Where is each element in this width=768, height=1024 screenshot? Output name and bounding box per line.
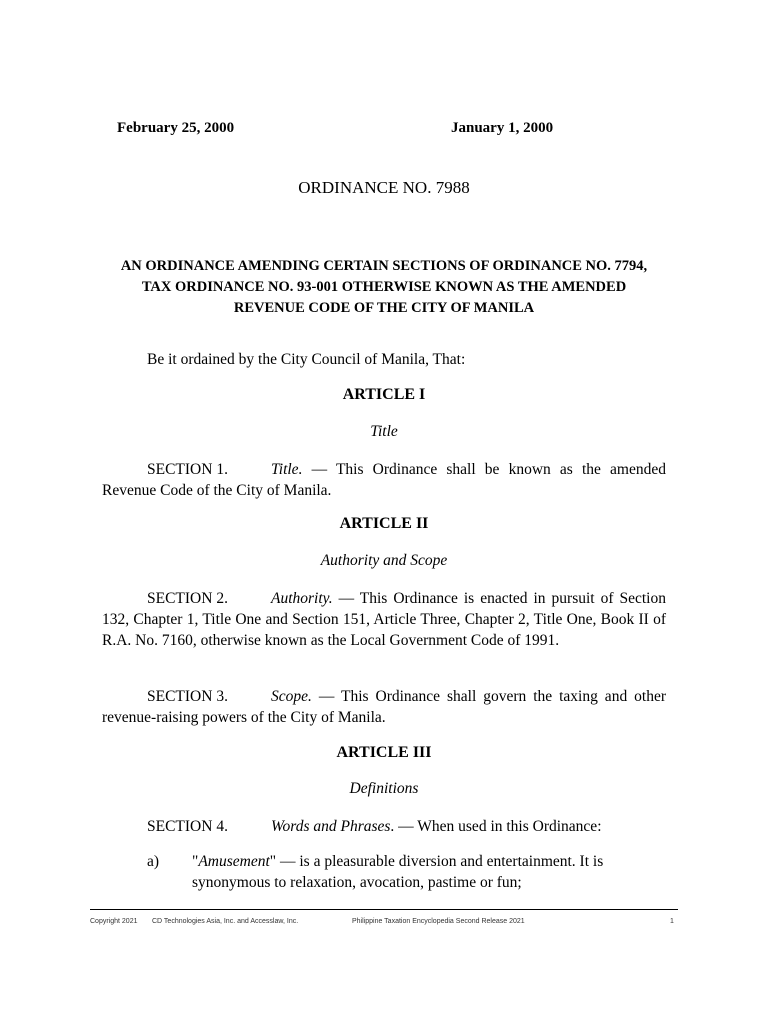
article-1-subtitle: Title <box>370 423 398 440</box>
effectivity-date: January 1, 2000 <box>451 120 554 136</box>
quote-mark: " <box>192 853 199 870</box>
section-text: — This Ordinance shall govern the taxing and other revenue-raising powers of the City of Manila. <box>102 688 666 726</box>
article-2-subtitle: Authority and Scope <box>320 552 448 569</box>
section-name: Words and Phrases <box>271 818 391 835</box>
section-3 <box>102 686 666 728</box>
section-4 <box>102 816 666 837</box>
section-1 <box>102 459 666 501</box>
article-1-title: ARTICLE I <box>342 386 426 403</box>
definition-text: — is a pleasurable diversion and entertainment. It is synonymous to relaxation, avocation, pastime or fun; <box>192 853 604 891</box>
enactment-date: February 25, 2000 <box>117 120 235 136</box>
heading-line: TAX ORDINANCE NO. 93-001 OTHERWISE KNOWN AS THE AMENDED <box>141 279 627 295</box>
defined-term: Amusement <box>198 853 270 870</box>
section-label: SECTION 4. <box>147 818 228 835</box>
article-3-title: ARTICLE III <box>336 744 432 761</box>
footer-collection: Philippine Taxation Encyclopedia Second Release 2021 <box>352 918 525 925</box>
section-name: Scope. <box>271 688 312 705</box>
quote-mark: " <box>269 853 277 870</box>
heading-line: AN ORDINANCE AMENDING CERTAIN SECTIONS OF ORDINANCE NO. 7794, <box>120 258 648 274</box>
item-letter: a) <box>147 853 160 870</box>
article-2-title: ARTICLE II <box>339 515 429 532</box>
section-label: SECTION 2. <box>147 590 228 607</box>
section-label: SECTION 1. <box>147 461 228 478</box>
ordinance-number: ORDINANCE NO. 7988 <box>298 178 470 197</box>
section-2 <box>102 588 666 651</box>
ordinance-heading <box>95 256 673 319</box>
footer-publisher: CD Technologies Asia, Inc. and Accesslaw, Inc. <box>152 918 299 925</box>
heading-line: REVENUE CODE OF THE CITY OF MANILA <box>233 300 535 316</box>
section-text: — This Ordinance shall be known as the amended Revenue Code of the City of Manila. <box>102 461 666 499</box>
section-name: Authority. <box>271 590 333 607</box>
footer-copyright: Copyright 2021 <box>90 918 138 925</box>
section-label: SECTION 3. <box>147 688 228 705</box>
enacting-clause: Be it ordained by the City Council of Manila, That: <box>147 351 466 368</box>
footer-divider <box>90 909 678 910</box>
section-text: — This Ordinance is enacted in pursuit of Section 132, Chapter 1, Title One and Section 151, Article Three, Chapter 2, Title One, Book II of R.A. No. 7160, otherwise known as the Local Government Code of 1991. <box>102 590 666 649</box>
footer-page-number: 1 <box>670 918 674 925</box>
article-3-subtitle: Definitions <box>349 780 419 797</box>
section-name: Title. <box>271 461 303 478</box>
section-text: . — When used in this Ordinance: <box>390 818 602 835</box>
item-text <box>192 851 667 893</box>
